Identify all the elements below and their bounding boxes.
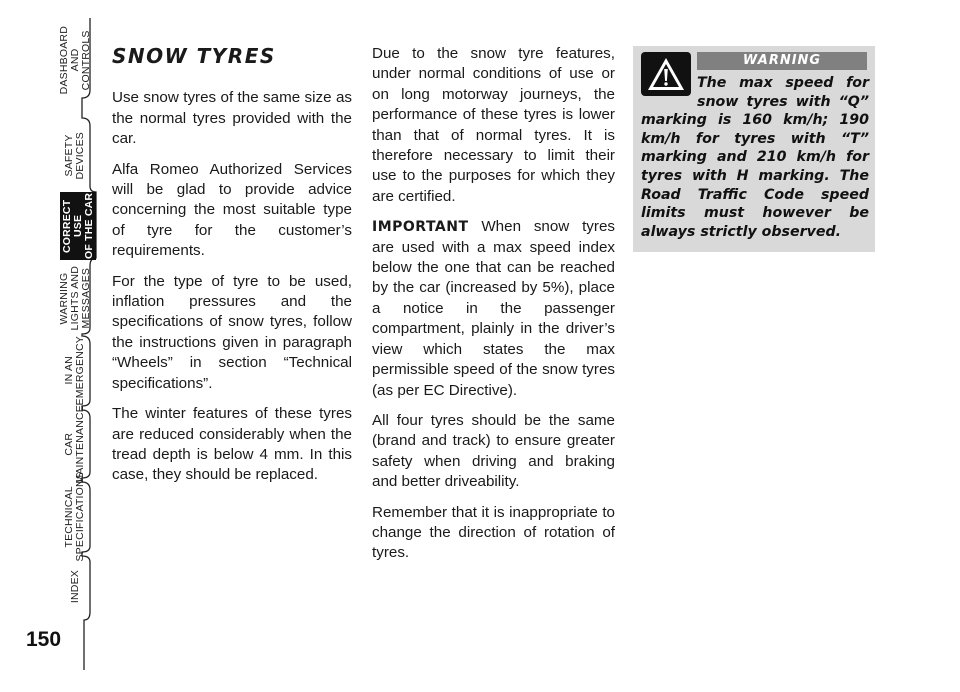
important-text: When snow tyres are used with a max speed index below the one that can be reached by the car (increased by 5%), place a notice in the passenger compartment, plainly in the driver’s view which states the max permissible speed of the snow tyres (as per EC Directive). [372, 218, 615, 399]
paragraph: Alfa Romeo Authorized Services will be glad to provide advice concerning the most suitable type of tyre for the customer’s requirements. [112, 160, 352, 260]
important-paragraph [372, 217, 615, 401]
tab-dashboard-and-controls[interactable] [57, 20, 92, 100]
chapter-index-sidebar [0, 0, 100, 692]
paragraph: Use snow tyres of the same size as the normal tyres provided with the car. [112, 89, 352, 148]
tab-label: CAR MAINTENANCE [63, 404, 86, 484]
warning-box [633, 46, 875, 252]
tab-label: WARNING LIGHTS AND MESSAGES [57, 265, 92, 331]
tab-label: TECHNICAL SPECIFICATIONS [63, 472, 86, 562]
important-label: IMPORTANT [372, 219, 469, 236]
warning-title: WARNING [697, 52, 867, 70]
tab-label: SAFETY DEVICES [63, 132, 86, 180]
paragraph: All four tyres should be the same (brand and track) to ensure greater safety when driving and braking and better driveability. [372, 411, 615, 491]
paragraph: The winter features of these tyres are reduced considerably when the tread depth is below 4 mm. In this case, they should be replaced. [112, 405, 352, 484]
column-1 [112, 40, 352, 496]
tab-car-maintenance[interactable] [60, 404, 90, 484]
icon-spacer [641, 74, 697, 98]
column-2 [372, 44, 615, 574]
paragraph: For the type of tyre to be used, inflation pressures and the specifications of snow tyres, follow the instructions given in paragraph “Wheels” in section “Technical specifications”. [112, 272, 352, 392]
tab-label: DASHBOARD AND CONTROLS [57, 25, 92, 95]
paragraph: Due to the snow tyre features, under normal conditions of use or on long motorway journeys, the performance of these tyres is lower than that of normal tyres. It is therefore necessary to limit their use to the purposes for which they are certified. [372, 45, 615, 205]
tab-technical-specifications[interactable] [60, 472, 90, 562]
tab-label: IN AN EMERGENCY [63, 336, 86, 406]
tab-label: CORRECT USE OF THE CAR [60, 192, 95, 260]
tab-correct-use-of-the-car[interactable] [60, 192, 96, 260]
section-heading: SNOW TYRES [112, 44, 276, 68]
tab-index[interactable] [60, 556, 90, 618]
tab-warning-lights-and-messages[interactable] [57, 262, 92, 334]
paragraph: Remember that it is inappropriate to change the direction of rotation of tyres. [372, 503, 615, 562]
tab-safety-devices[interactable] [60, 120, 90, 192]
warning-text-block [641, 74, 869, 241]
warning-text: The max speed for snow tyres with “Q” marking is 160 km/h; 190 km/h for tyres with “T” marking and 210 km/h for tyres with H marking. The Road Traffic Code speed limits must however be always strictly observed. [641, 75, 869, 240]
tab-label: INDEX [68, 570, 81, 604]
page-number: 150 [26, 628, 62, 651]
tab-in-an-emergency[interactable] [60, 336, 90, 406]
